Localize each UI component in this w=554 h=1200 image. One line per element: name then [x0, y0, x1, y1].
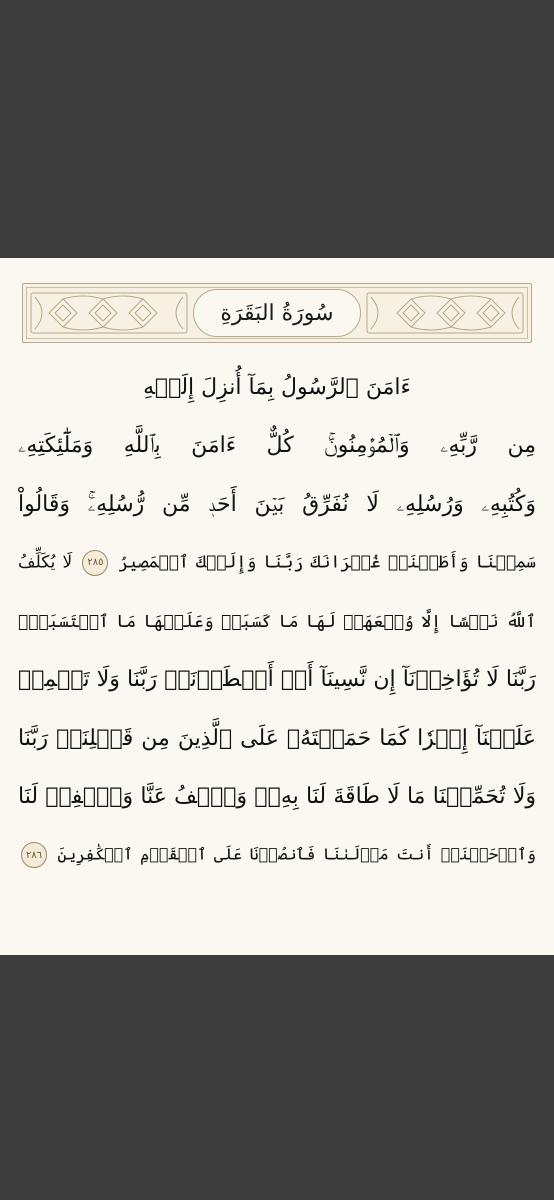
- verse-line-text: مِن رَّبِّهِۦ وَٱلۡمُؤۡمِنُونَۚ كُلٌّ ءَامَنَ بِٱللَّهِ وَمَلَٰٓئِكَتِهِۦ: [18, 433, 536, 459]
- verse-line: [18, 534, 536, 593]
- header-ornament-left: [29, 291, 189, 335]
- verses-block: [18, 358, 536, 885]
- verse-line: [18, 358, 536, 417]
- surah-title: سُورَةُ البَقَرَةِ: [220, 300, 334, 326]
- verse-line-part: وَٱرۡحَمۡنَآۚ أَنتَ مَوۡلَىٰنَا فَٱنصُرۡنَا عَلَى ٱلۡقَوۡمِ ٱلۡكَٰفِرِينَ: [57, 844, 536, 864]
- verse-line: [18, 475, 536, 534]
- verse-line: [18, 417, 536, 476]
- verse-line: [18, 592, 536, 651]
- surah-title-cartouche: [193, 289, 361, 337]
- ayah-number-marker: ٢٨٦: [21, 842, 47, 868]
- ayah-number-marker: ٢٨٥: [82, 550, 108, 576]
- mushaf-page: [0, 258, 554, 955]
- bottom-dark-area: [0, 955, 554, 1200]
- verse-line: [18, 826, 536, 885]
- verse-line-part: سَمِعۡنَا وَأَطَعۡنَاۖ غُفۡرَانَكَ رَبَّنَا وَإِلَيۡكَ ٱلۡمَصِيرُ: [118, 552, 536, 573]
- top-dark-area: [0, 0, 554, 258]
- verse-line-text: [18, 842, 536, 868]
- verse-line-part: لَا يُكَلِّفُ: [18, 552, 73, 573]
- verse-line-text: رَبَّنَا لَا تُؤَاخِذۡنَآ إِن نَّسِينَآ أَوۡ أَخۡطَأۡنَاۚ رَبَّنَا وَلَا تَحۡمِلۡ: [18, 667, 536, 693]
- verse-line: [18, 709, 536, 768]
- verse-line-text: [18, 550, 536, 576]
- verse-line-text: ٱللَّهُ نَفۡسًا إِلَّا وُسۡعَهَاۚ لَهَا مَا كَسَبَتۡ وَعَلَيۡهَا مَا ٱكۡتَسَبَتۡۗ: [18, 611, 536, 632]
- verse-line-text: وَلَا تُحَمِّلۡنَا مَا لَا طَاقَةَ لَنَا بِهِۦۖ وَٱعۡفُ عَنَّا وَٱغۡفِرۡ لَنَا: [18, 784, 536, 810]
- header-ornament-right: [365, 291, 525, 335]
- verse-line-text: عَلَيۡنَآ إِصۡرٗا كَمَا حَمَلۡتَهُۥ عَلَى ٱلَّذِينَ مِن قَبۡلِنَاۚ رَبَّنَا: [18, 725, 536, 751]
- verse-line: [18, 768, 536, 827]
- surah-header-frame: [22, 283, 532, 343]
- verse-line: [18, 651, 536, 710]
- verse-line-text: وَكُتُبِهِۦ وَرُسُلِهِۦ لَا نُفَرِّقُ بَيۡنَ أَحَدٖ مِّن رُّسُلِهِۦۚ وَقَالُواْ: [18, 491, 536, 517]
- verse-line-text: ءَامَنَ ٱلرَّسُولُ بِمَآ أُنزِلَ إِلَيۡهِ: [143, 374, 411, 400]
